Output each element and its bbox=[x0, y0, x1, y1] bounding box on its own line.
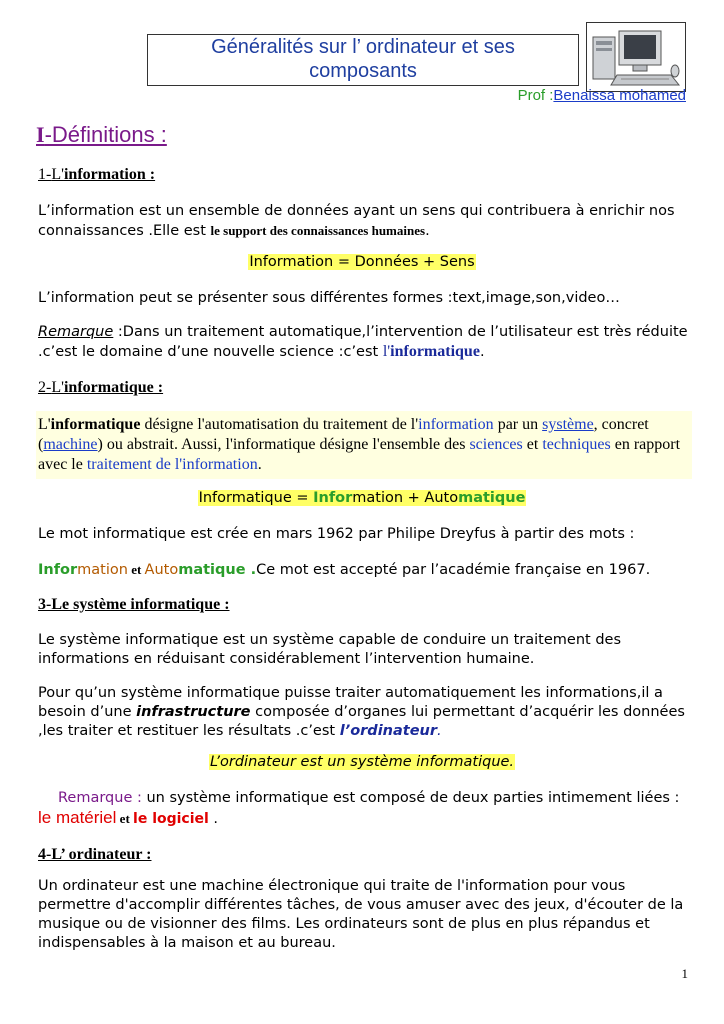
remark-systeme: Remarque : un système informatique est composé de deux parties intimement liées : le matériel et le logiciel . bbox=[38, 790, 680, 827]
definition-ordinateur: L’ordinateur est un système informatique. bbox=[209, 754, 515, 770]
paragraph-information-forms: L’information peut se présenter sous différentes formes :text,image,son,video… bbox=[38, 290, 620, 306]
computer-icon bbox=[586, 22, 686, 92]
prof-name-link[interactable]: Benaissa mohamed bbox=[553, 87, 686, 104]
author-line bbox=[440, 87, 686, 104]
paragraph-information-definition: L’information est un ensemble de données ayant un sens qui contribuera à enrichir nos connaissances .Elle est le support des connaissances humaines. bbox=[38, 203, 675, 239]
paragraph-dreyfus: Le mot informatique est crée en mars 1962 par Philipe Dreyfus à partir des mots : bbox=[38, 526, 635, 542]
link-techniques[interactable]: techniques bbox=[542, 436, 611, 453]
heading-ordinateur: 4-L’ ordinateur : bbox=[38, 846, 152, 863]
paragraph-words-origin: Information et Automatique .Ce mot est accepté par l’académie française en 1967. bbox=[38, 562, 651, 578]
link-information[interactable]: information bbox=[418, 416, 494, 433]
paragraph-systeme-definition: Le système informatique est un système capable de conduire un traitement des informations en réduisant considérablement l’intervention humaine. bbox=[38, 632, 622, 667]
title-line-2: composants bbox=[309, 60, 417, 82]
heading-information: 1-L'information : bbox=[38, 166, 156, 183]
paragraph-infrastructure: Pour qu’un système informatique puisse traiter automatiquement les informations,il a besoin d’une infrastructure composée d’organes lui permettant d’acquérir les données ,les traiter et restituer les résultats .c’est l’ordinateur. bbox=[38, 685, 685, 739]
section-heading-definitions: I-Définitions : bbox=[36, 122, 167, 147]
prof-label: Prof : bbox=[517, 87, 554, 104]
link-systeme[interactable]: système bbox=[542, 416, 594, 433]
remark-information: Remarque :Dans un traitement automatique,l’intervention de l’utilisateur est très réduite .c’est le domaine d’une nouvelle science :c’est l'informatique. bbox=[38, 324, 688, 360]
paragraph-ordinateur: Un ordinateur est une machine électronique qui traite de l'information pour vous permettre d'accomplir différentes tâches, de vous amuser avec des jeux, d'écouter de la musique ou de visionner des films. Les ordinateurs sont de plus en plus répandus et indispensables à la maison et au bureau. bbox=[38, 878, 684, 951]
paragraph-informatique-definition: L'informatique désigne l'automatisation du traitement de l'information par un système, concret (machine) ou abstrait. Aussi, l'informatique désigne l'ensemble des sciences et techniques en rapport avec le traitement de l'information. bbox=[36, 411, 692, 479]
link-machine[interactable]: machine bbox=[43, 436, 98, 453]
heading-systeme-informatique: 3-Le système informatique : bbox=[38, 596, 230, 613]
formula-information: Information = Données + Sens bbox=[249, 254, 475, 270]
heading-informatique: 2-L'informatique : bbox=[38, 379, 164, 396]
page-number: 1 bbox=[681, 966, 688, 981]
formula-informatique: Informatique = Information + Automatique bbox=[198, 490, 526, 506]
title-line-1: Généralités sur l’ ordinateur et ses bbox=[211, 36, 515, 58]
link-sciences[interactable]: sciences bbox=[469, 436, 523, 453]
link-traitement[interactable]: traitement de l'information bbox=[86, 456, 258, 473]
document-title-box bbox=[147, 34, 579, 86]
